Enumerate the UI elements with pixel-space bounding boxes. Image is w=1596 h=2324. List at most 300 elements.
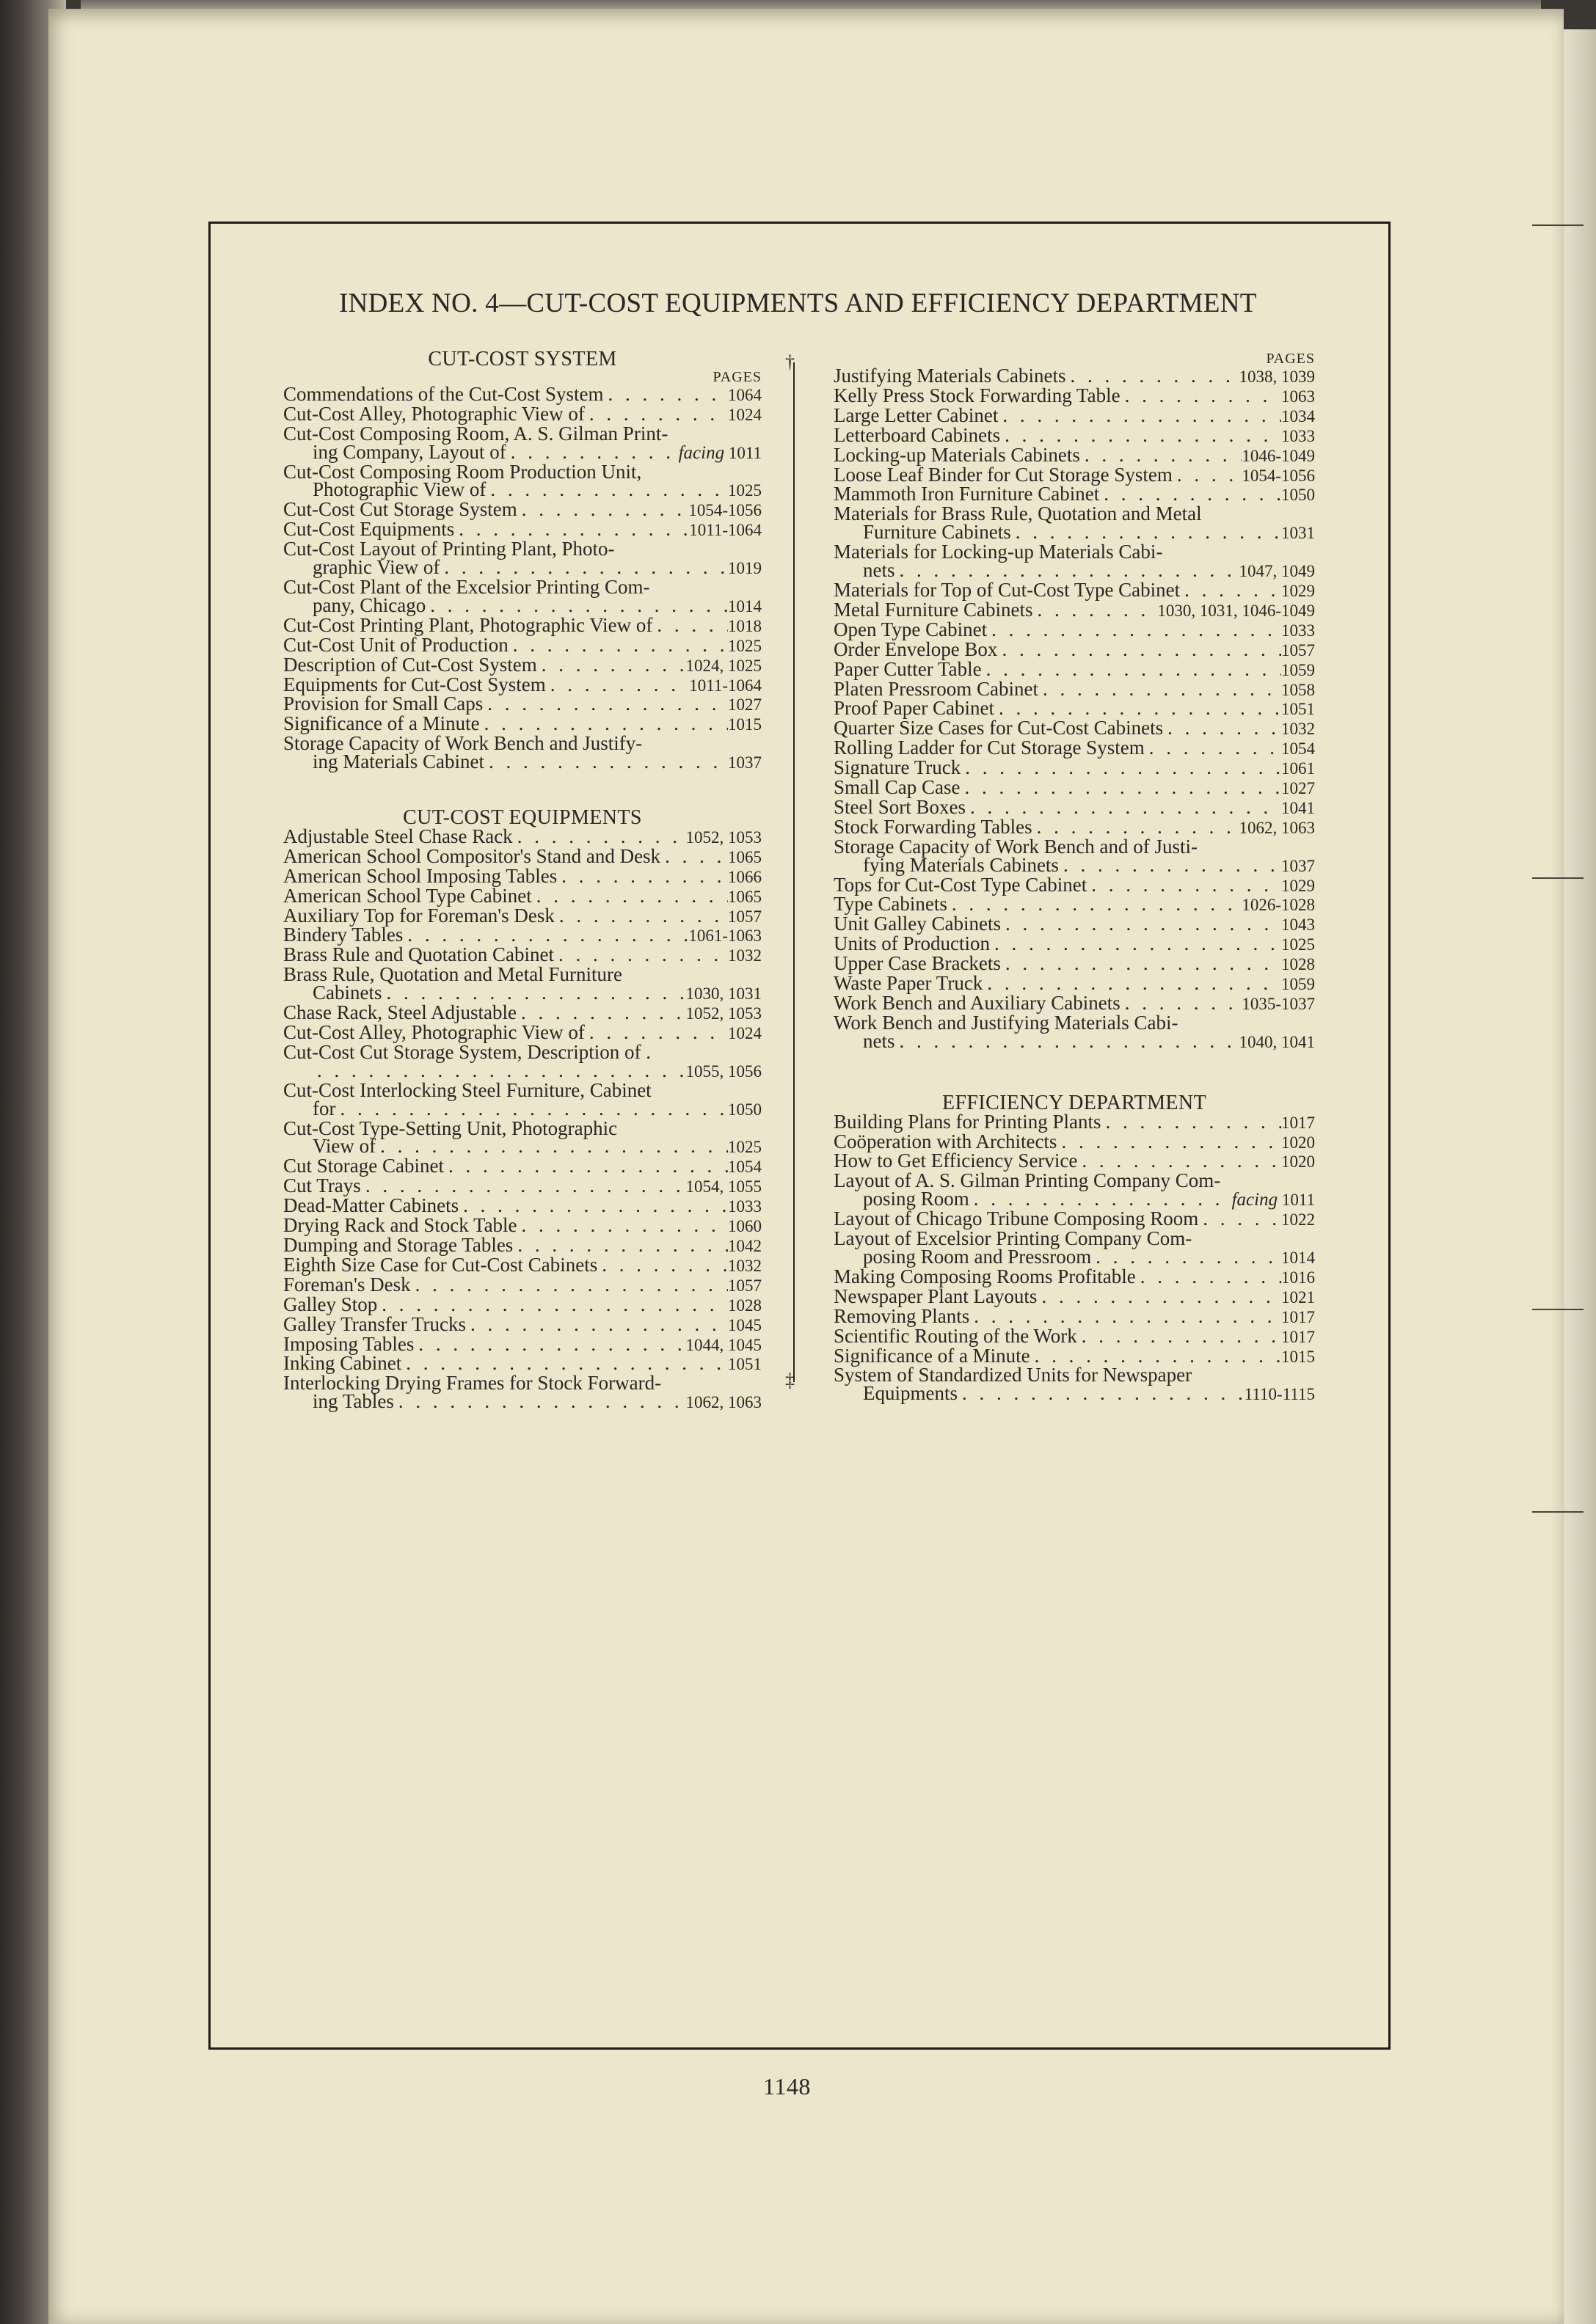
index-entry (834, 1324, 1315, 1347)
entry-line (283, 558, 762, 578)
index-entry (834, 795, 1315, 818)
entry-pages: 1011-1064 (689, 676, 762, 695)
entry-text: Small Cap Case (834, 776, 961, 799)
entry-pages: 1064 (728, 385, 762, 404)
entry-pages: 1024 (728, 405, 762, 424)
entry-line (834, 853, 1315, 876)
entry-text: Removing Plants (834, 1304, 970, 1327)
entry-text: Loose Leaf Binder for Cut Storage System (834, 463, 1173, 486)
dot-leader (513, 827, 686, 846)
index-entry (283, 540, 762, 578)
entry-pages: 1032 (728, 946, 762, 965)
entry-line (283, 1293, 762, 1315)
entry-pages: 1015 (728, 715, 762, 734)
entry-pages: 1020 (1281, 1133, 1315, 1152)
index-entry (834, 1265, 1315, 1287)
dot-leader (1145, 739, 1281, 757)
entry-text: Justifying Materials Cabinets (834, 365, 1066, 387)
entry-line (283, 402, 762, 425)
entry-text: Work Bench and Justifying Materials Cabi- (834, 1011, 1178, 1034)
entry-line (834, 1344, 1315, 1367)
dot-leader (1163, 719, 1281, 737)
entry-pages: 1024, 1025 (685, 656, 762, 675)
entry-pages: 1028 (1281, 955, 1315, 974)
dot-leader (377, 1296, 728, 1314)
entry-line (834, 778, 1315, 798)
entry-line (283, 750, 762, 773)
entry-text: Coöperation with Architects (834, 1130, 1057, 1152)
entry-text: Brass Rule and Quotation Cabinet (283, 943, 554, 966)
dot-leader (660, 847, 728, 866)
entry-text: Signature Truck (834, 756, 961, 779)
page-tab-mark (1532, 224, 1584, 226)
entry-text: Foreman's Desk (283, 1273, 411, 1296)
facing-label: facing (678, 442, 725, 463)
index-entry (283, 382, 762, 405)
entry-line (834, 423, 1315, 446)
entry-line (834, 561, 1315, 581)
entry-text: Letterboard Cabinets (834, 423, 1001, 446)
entry-text: ing Tables (313, 1390, 394, 1413)
entry-line (834, 1324, 1315, 1347)
entry-pages: 1110-1115 (1244, 1385, 1315, 1404)
entry-text: Quarter Size Cases for Cut-Cost Cabinets (834, 717, 1164, 739)
index-entry (834, 756, 1315, 779)
entry-text: Dead-Matter Cabinets (283, 1194, 459, 1217)
entry-line (283, 1312, 762, 1335)
entry-pages: 1059 (1281, 975, 1315, 994)
entry-text: posing Room and Pressroom (863, 1245, 1092, 1268)
index-title: INDEX NO. 4—CUT-COST EQUIPMENTS AND EFFICIENCY DEPARTMENT (339, 288, 1257, 318)
entry-text: Cut-Cost Composing Room, A. S. Gilman Print- (283, 422, 668, 445)
entry-text: Steel Sort Boxes (834, 795, 966, 818)
entry-line (834, 1207, 1315, 1230)
entry-line (834, 974, 1315, 994)
index-entry (283, 1119, 762, 1158)
pages-label: PAGES (1266, 351, 1315, 367)
dot-leader (382, 984, 686, 1002)
index-entry (834, 657, 1315, 680)
entry-pages: 1037 (728, 753, 762, 772)
dot-leader (1080, 446, 1242, 464)
page-tab-mark (1532, 877, 1584, 879)
entry-text: Cut Trays (283, 1174, 361, 1197)
dot-leader (484, 753, 728, 771)
index-entry (283, 1001, 762, 1024)
entry-text: Provision for Small Caps (283, 693, 484, 715)
entry-text: Description of Cut-Cost System (283, 653, 537, 676)
entry-text: ing Company, Layout of (313, 440, 506, 463)
entry-pages: 1061-1063 (688, 927, 762, 946)
entry-line (283, 1332, 762, 1355)
entry-line (283, 1174, 762, 1197)
index-entry (283, 884, 762, 907)
entry-pages: 1065 (728, 887, 762, 906)
entry-text: Cut-Cost Plant of the Excelsior Printing Com- (283, 575, 650, 598)
index-entry (834, 443, 1315, 466)
entry-line (834, 1110, 1315, 1133)
entry-line (834, 384, 1315, 406)
entry-text: nets (863, 559, 895, 582)
entry-pages: 1061 (1281, 759, 1315, 778)
entry-text: Building Plans for Printing Plants (834, 1110, 1101, 1133)
entry-line (283, 1196, 762, 1216)
entry-line (283, 1392, 762, 1412)
entry-text: Auxiliary Top for Foreman's Desk (283, 904, 555, 927)
entry-line (283, 1061, 762, 1081)
index-entry (283, 520, 762, 540)
dot-leader (966, 798, 1281, 816)
entry-line (834, 815, 1315, 838)
entry-pages: 1032 (728, 1256, 762, 1275)
index-entry (283, 827, 762, 847)
entry-pages: 1062, 1063 (685, 1393, 762, 1412)
entry-pages: 1033 (1281, 621, 1315, 640)
entry-text: Cut-Cost Cut Storage System (283, 498, 517, 521)
entry-text: Adjustable Steel Chase Rack (283, 825, 513, 847)
entry-text: Galley Stop (283, 1293, 378, 1315)
dot-leader (1032, 818, 1239, 836)
entry-line (834, 1245, 1315, 1268)
dot-leader (444, 1157, 728, 1175)
entry-text: Materials for Locking-up Materials Cabi- (834, 541, 1163, 563)
entry-text: Photographic View of (313, 478, 487, 501)
index-entry (834, 384, 1315, 406)
entry-text: Locking-up Materials Cabinets (834, 443, 1080, 466)
dot-leader (1136, 1268, 1281, 1286)
entry-text: Significance of a Minute (283, 712, 480, 735)
entry-text: Layout of Excelsior Printing Company Com- (834, 1227, 1192, 1250)
index-entry (283, 1273, 762, 1296)
dot-leader (480, 715, 728, 733)
dot-leader (313, 1061, 686, 1080)
dot-leader (411, 1276, 728, 1294)
entry-line (834, 756, 1315, 779)
entry-pages: 1052, 1053 (685, 1004, 762, 1023)
entry-pages: 1054-1056 (1242, 466, 1315, 485)
entry-line (283, 1273, 762, 1296)
entry-line (834, 699, 1315, 719)
index-entry (834, 1304, 1315, 1327)
entry-text: Commendations of the Cut-Cost System (283, 382, 604, 405)
index-entry (834, 1366, 1315, 1404)
entry-text: Eighth Size Case for Cut-Cost Cabinets (283, 1253, 598, 1276)
dot-leader (947, 895, 1242, 913)
entry-pages: 1025 (728, 636, 762, 655)
dot-leader (1091, 1248, 1281, 1266)
entry-line (283, 613, 762, 636)
entry-text: Large Letter Cabinet (834, 403, 999, 426)
entry-line (283, 844, 762, 867)
index-entry (834, 1207, 1315, 1230)
index-entry (834, 815, 1315, 838)
entry-text: Order Envelope Box (834, 637, 998, 660)
index-entry (834, 873, 1315, 896)
entry-pages: 1058 (1281, 680, 1315, 699)
entry-text: American School Compositor's Stand and Desk (283, 844, 661, 867)
entry-text: Cut-Cost Alley, Photographic View of (283, 1021, 585, 1043)
dot-leader (585, 405, 728, 423)
dot-leader (403, 926, 688, 944)
entry-line (834, 719, 1315, 739)
dot-leader (557, 867, 728, 885)
entry-pages: 1044, 1045 (685, 1335, 762, 1354)
entry-pages: 1038, 1039 (1239, 368, 1315, 386)
entry-pages: 1024 (728, 1024, 762, 1042)
page-tab-mark (1532, 1309, 1584, 1310)
entry-line (283, 1354, 762, 1374)
entry-line (834, 677, 1315, 700)
entry-line (834, 485, 1315, 505)
entry-line (283, 653, 762, 676)
entry-pages: 1055, 1056 (685, 1061, 762, 1081)
facing-label: facing (1231, 1190, 1278, 1210)
entry-pages: 1029 (1281, 581, 1315, 600)
entry-pages: 1046-1049 (1242, 446, 1315, 465)
entry-text: Significance of a Minute (834, 1344, 1030, 1367)
entry-line (834, 835, 1315, 858)
index-entry (834, 739, 1315, 759)
dot-leader (1121, 387, 1281, 405)
section-heading: CUT-COST SYSTEM (428, 348, 617, 370)
index-entry (834, 994, 1315, 1014)
dot-leader (990, 935, 1281, 953)
entry-line (283, 943, 762, 966)
dot-leader (506, 443, 679, 461)
entry-pages: 1050 (1281, 486, 1315, 505)
dot-leader (1001, 954, 1281, 973)
index-entry (834, 485, 1315, 505)
entry-line (834, 1304, 1315, 1327)
divider-ornament-bottom: ‡ (785, 1370, 795, 1391)
dot-leader (459, 1196, 728, 1215)
entry-pages: 1066 (728, 867, 762, 886)
index-right-column (834, 351, 1315, 1404)
entry-line (283, 520, 762, 540)
dot-leader (1011, 523, 1281, 541)
dot-leader (513, 1236, 728, 1254)
entry-pages: 1011-1064 (689, 521, 762, 540)
entry-line (283, 1001, 762, 1024)
dot-leader (335, 1100, 728, 1118)
entry-line (283, 1253, 762, 1276)
dot-leader (517, 1216, 728, 1235)
dot-leader (517, 1004, 686, 1022)
entry-line (834, 994, 1315, 1014)
entry-text: Drying Rack and Stock Table (283, 1214, 517, 1237)
entry-pages: 1017 (1281, 1307, 1315, 1326)
entry-line (834, 1152, 1315, 1172)
index-entry (283, 1312, 762, 1335)
entry-pages: 1057 (728, 907, 762, 926)
entry-pages: facing 1011 (678, 442, 762, 463)
entry-pages: 1051 (728, 1355, 762, 1374)
index-entry (283, 844, 762, 867)
index-entry (834, 677, 1315, 700)
entry-line (834, 523, 1315, 543)
entry-line (283, 695, 762, 715)
dot-leader (509, 636, 728, 654)
dot-leader (394, 1392, 686, 1411)
entry-text: Platen Pressroom Cabinet (834, 677, 1038, 700)
dot-leader (454, 520, 689, 538)
dot-leader (1059, 856, 1281, 874)
entry-line (283, 1097, 762, 1119)
entry-pages: 1031 (1281, 524, 1315, 543)
index-entry (834, 1169, 1315, 1210)
index-entry (834, 1229, 1315, 1268)
entry-line (283, 440, 762, 463)
entry-text: How to Get Efficiency Service (834, 1150, 1078, 1172)
entry-line (283, 382, 762, 405)
index-entry (283, 422, 762, 463)
entry-text: Units of Production (834, 932, 990, 955)
entry-line (834, 618, 1315, 640)
entry-line (834, 1265, 1315, 1287)
entry-pages: 1054-1056 (688, 501, 762, 520)
entry-pages: 1022 (1281, 1210, 1315, 1229)
index-entry (834, 719, 1315, 739)
entry-text: Bindery Tables (283, 924, 404, 946)
index-entry (283, 1174, 762, 1197)
dot-leader (969, 1307, 1281, 1326)
entry-pages: 1029 (1281, 876, 1315, 895)
entry-pages: 1028 (728, 1296, 762, 1315)
index-entry (834, 598, 1315, 621)
section-gap (834, 1052, 1315, 1095)
index-entry (283, 1078, 762, 1119)
entry-pages: 1027 (1281, 779, 1315, 798)
entry-text: American School Imposing Tables (283, 864, 558, 887)
entry-pages: 1017 (1281, 1327, 1315, 1346)
dot-leader (1032, 601, 1157, 619)
entry-text: Furniture Cabinets (863, 521, 1011, 544)
entry-line (283, 1233, 762, 1256)
entry-line (834, 598, 1315, 621)
entry-text: Cut-Cost Printing Plant, Photographic View of (283, 613, 653, 636)
dot-leader (486, 480, 728, 499)
entry-pages: 1021 (1281, 1287, 1315, 1307)
section-heading: CUT-COST EQUIPMENTS (403, 806, 642, 830)
entry-text: Type Cabinets (834, 893, 947, 916)
entry-pages: 1065 (728, 847, 762, 866)
entry-pages: facing 1011 (1231, 1190, 1315, 1210)
entry-pages: 1050 (728, 1100, 762, 1119)
dot-leader (958, 1384, 1245, 1403)
index-entry (834, 403, 1315, 426)
entry-line (834, 954, 1315, 974)
entry-text: Cut-Cost Unit of Production (283, 633, 509, 656)
entry-pages: 1019 (728, 559, 762, 578)
page-number: 1148 (763, 2073, 811, 2100)
entry-line (834, 443, 1315, 466)
entry-text: pany, Chicago (313, 593, 426, 616)
index-entry (283, 1253, 762, 1276)
entry-line (834, 403, 1315, 426)
dot-leader (555, 907, 728, 925)
dot-leader (1037, 1287, 1281, 1306)
entry-pages: 1052, 1053 (685, 827, 762, 847)
entry-text: Equipments for Cut-Cost System (283, 673, 546, 695)
entry-pages: 1057 (728, 1276, 762, 1295)
entry-line (283, 1078, 762, 1101)
entry-pages: 1032 (1281, 720, 1315, 739)
index-entry (283, 1354, 762, 1374)
entry-pages: 1015 (1281, 1347, 1315, 1366)
dot-leader (426, 596, 728, 615)
section-heading: EFFICIENCY DEPARTMENT (941, 1091, 1207, 1114)
entry-line (283, 480, 762, 500)
entry-text: posing Room (863, 1188, 969, 1210)
entry-text: Cut-Cost Composing Room Production Unit, (283, 460, 642, 483)
index-entry (834, 974, 1315, 994)
entry-line (283, 593, 762, 616)
dot-leader (1173, 466, 1242, 484)
dot-leader (546, 676, 689, 694)
index-entry (283, 633, 762, 656)
entry-text: Cut Storage Cabinet (283, 1155, 444, 1177)
entry-text: Equipments (863, 1382, 958, 1405)
entry-line (834, 637, 1315, 660)
entry-pages: 1037 (1281, 856, 1315, 875)
dot-leader (969, 1190, 1232, 1208)
index-entry (283, 653, 762, 676)
entry-text: graphic View of (313, 556, 440, 579)
index-entry (283, 712, 762, 735)
entry-line (283, 633, 762, 656)
entry-line (834, 578, 1315, 601)
entry-pages: 1014 (728, 596, 762, 615)
dot-leader (1180, 581, 1281, 599)
entry-line (283, 1040, 762, 1063)
entry-text: System of Standardized Units for Newspaper (834, 1364, 1192, 1386)
entry-text: fying Materials Cabinets (863, 853, 1059, 876)
entry-line (834, 1011, 1315, 1034)
pages-label: PAGES (713, 368, 762, 385)
entry-text: Interlocking Drying Frames for Stock Forward- (283, 1372, 662, 1395)
entry-text: Chase Rack, Steel Adjustable (283, 1001, 517, 1024)
entry-pages: 1033 (728, 1197, 762, 1216)
dot-leader (414, 1335, 685, 1353)
index-entry (834, 367, 1315, 387)
dot-leader (652, 616, 728, 635)
entry-pages: 1030, 1031, 1046-1049 (1157, 601, 1315, 620)
index-entry (283, 695, 762, 715)
entry-pages: 1033 (1281, 426, 1315, 445)
dot-leader (401, 1354, 728, 1373)
entry-line (283, 712, 762, 735)
entry-line (283, 1216, 762, 1236)
entry-pages: 1057 (1281, 640, 1315, 659)
entry-pages: 1047, 1049 (1239, 562, 1315, 581)
index-entry (283, 673, 762, 695)
entry-pages: 1014 (1281, 1248, 1315, 1267)
entry-line (834, 1287, 1315, 1307)
index-entry (283, 1216, 762, 1236)
entry-line (834, 463, 1315, 486)
index-entry (283, 926, 762, 946)
entry-line (834, 1130, 1315, 1152)
dot-leader (1099, 485, 1281, 503)
index-entry (834, 699, 1315, 719)
dot-leader (466, 1315, 728, 1334)
entry-pages: 1025 (728, 481, 762, 500)
column-divider-rule (793, 362, 795, 1382)
dot-leader (585, 1023, 728, 1042)
dot-leader (597, 1256, 728, 1274)
index-entry (283, 1196, 762, 1216)
entry-text: Unit Galley Cabinets (834, 913, 1001, 935)
